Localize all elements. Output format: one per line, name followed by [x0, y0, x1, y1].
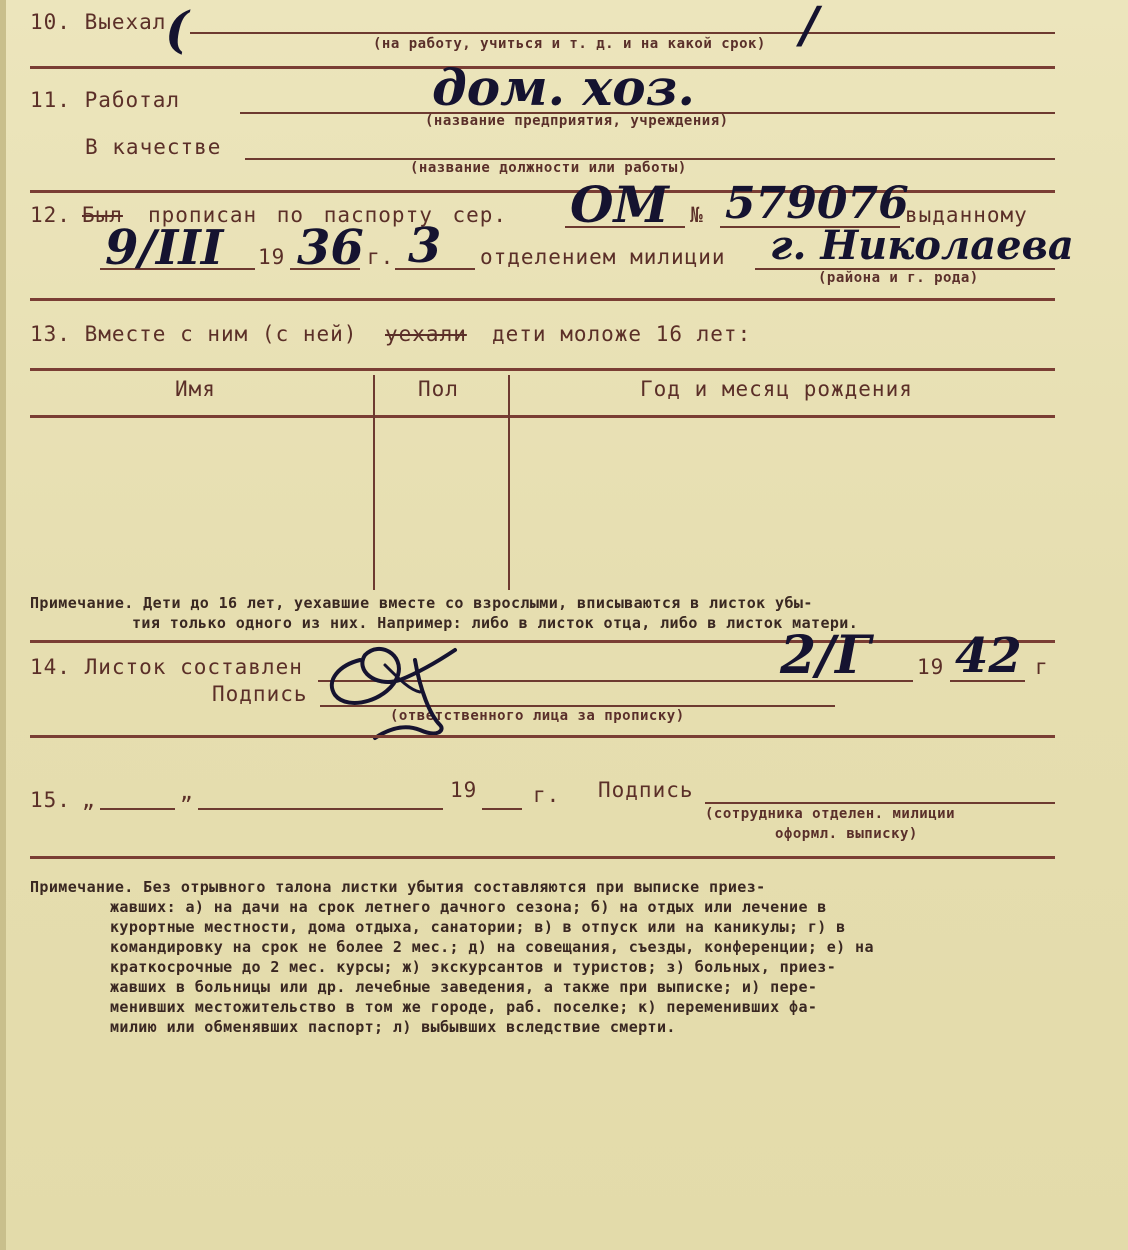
- compiled-year-prefix: 19: [917, 655, 945, 679]
- field-10-line: [190, 32, 1055, 34]
- section-divider: [30, 856, 1055, 859]
- field-12-num: 12.: [30, 203, 71, 227]
- compiled-year: 42: [955, 628, 1022, 684]
- field-13-struck: уехали: [385, 322, 467, 346]
- field-role-hint: (название должности или работы): [410, 160, 687, 176]
- table-column-divider: [373, 375, 375, 590]
- section-divider: [30, 735, 1055, 738]
- section-divider: [30, 298, 1055, 301]
- footnote-line: Примечание. Без отрывного талона листки убытия составляются при выписке приез-: [30, 878, 766, 896]
- footnote-line: курортные местности, дома отдыха, санатории; в) в отпуск или на каникулы; г) в: [110, 918, 846, 936]
- city-hint: (района и г. рода): [818, 270, 979, 286]
- field-15-day-line: [100, 808, 175, 810]
- compiled-date: 2/Г: [780, 625, 872, 686]
- year-suffix: г.: [367, 245, 395, 269]
- no-sign: №: [690, 203, 704, 227]
- field-15-quote1: „: [82, 788, 96, 812]
- year-prefix: 19: [258, 245, 286, 269]
- footnote-line: милию или обменявших паспорт; л) выбывших вследствие смерти.: [110, 1018, 676, 1036]
- table-header-birth: Год и месяц рождения: [640, 377, 913, 401]
- field-12-text: прописан по паспорту сер.: [148, 203, 508, 227]
- field-10-hint: (на работу, учиться и т. д. и на какой срок): [373, 36, 766, 52]
- field-13-text: 13. Вместе с ним (с ней): [30, 322, 358, 346]
- section-divider: [30, 640, 1055, 643]
- field-15-year-prefix: 19: [450, 778, 478, 802]
- signature-label: Подпись: [212, 682, 308, 706]
- field-14-label: 14. Листок составлен: [30, 655, 303, 679]
- handwritten-dash: /: [800, 0, 819, 54]
- paper-edge: [0, 0, 6, 1250]
- table-header-name: Имя: [175, 377, 216, 401]
- table-top-border: [30, 368, 1055, 371]
- footnote-line: командировку на срок не более 2 мес.; д) на совещания, съезды, конференции; е) на: [110, 938, 874, 956]
- field-15-year-suffix: г.: [533, 783, 561, 807]
- field-15-num: 15.: [30, 788, 71, 812]
- footnote-line: менивших местожительство в том же городе, раб. поселке; к) переменивших фа-: [110, 998, 818, 1016]
- field-13-text2: дети моложе 16 лет:: [492, 322, 752, 346]
- handwritten-dash: (: [165, 0, 189, 59]
- field-15-hint2: оформл. выписку): [775, 826, 918, 842]
- compiled-year-suffix: г: [1035, 655, 1049, 679]
- table-header-border: [30, 415, 1055, 418]
- children-note: Примечание. Дети до 16 лет, уехавшие вместе со взрослыми, вписываются в листок убы-: [30, 594, 813, 612]
- dept-label: отделением милиции: [480, 245, 726, 269]
- field-11-label: 11. Работал: [30, 88, 181, 112]
- issue-year: 36: [297, 220, 364, 276]
- signature-hint: (ответственного лица за прописку): [390, 708, 685, 724]
- footnote-line: краткосрочные до 2 мес. курсы; ж) экскурсантов и туристов; з) больных, приез-: [110, 958, 837, 976]
- field-10-label: 10. Выехал: [30, 10, 167, 34]
- footnote-line: жавших: а) на дачи на срок летнего дачного сезона; б) на отдых или лечение в: [110, 898, 827, 916]
- city-value: г. Николаева: [770, 222, 1074, 269]
- handwritten-signature: [320, 620, 470, 770]
- field-15-quote2: „: [180, 780, 194, 804]
- field-15-sign-line: [705, 802, 1055, 804]
- passport-number: 579076: [725, 178, 909, 229]
- issue-date: 9/III: [105, 220, 224, 276]
- field-11-hint: (название предприятия, учреждения): [425, 113, 729, 129]
- footnote-line: жавших в больницы или др. лечебные заведения, а также при выписке; и) пере-: [110, 978, 818, 996]
- field-15-sign-label: Подпись: [598, 778, 694, 802]
- field-15-month-line: [198, 808, 443, 810]
- table-column-divider: [508, 375, 510, 590]
- table-header-sex: Пол: [418, 377, 459, 401]
- field-11-value: дом. хоз.: [432, 58, 695, 117]
- dept-number: 3: [408, 218, 442, 274]
- field-12-struck: Был: [82, 203, 123, 227]
- field-15-hint1: (сотрудника отделен. милиции: [705, 806, 956, 822]
- passport-series: ОМ: [570, 175, 669, 234]
- children-note-2: тия только одного из них. Например: либо в листок отца, либо в листок матери.: [132, 614, 859, 632]
- field-role-label: В качестве: [85, 135, 222, 159]
- field-15-year-line: [482, 808, 522, 810]
- issued-label: выданному: [905, 203, 1028, 227]
